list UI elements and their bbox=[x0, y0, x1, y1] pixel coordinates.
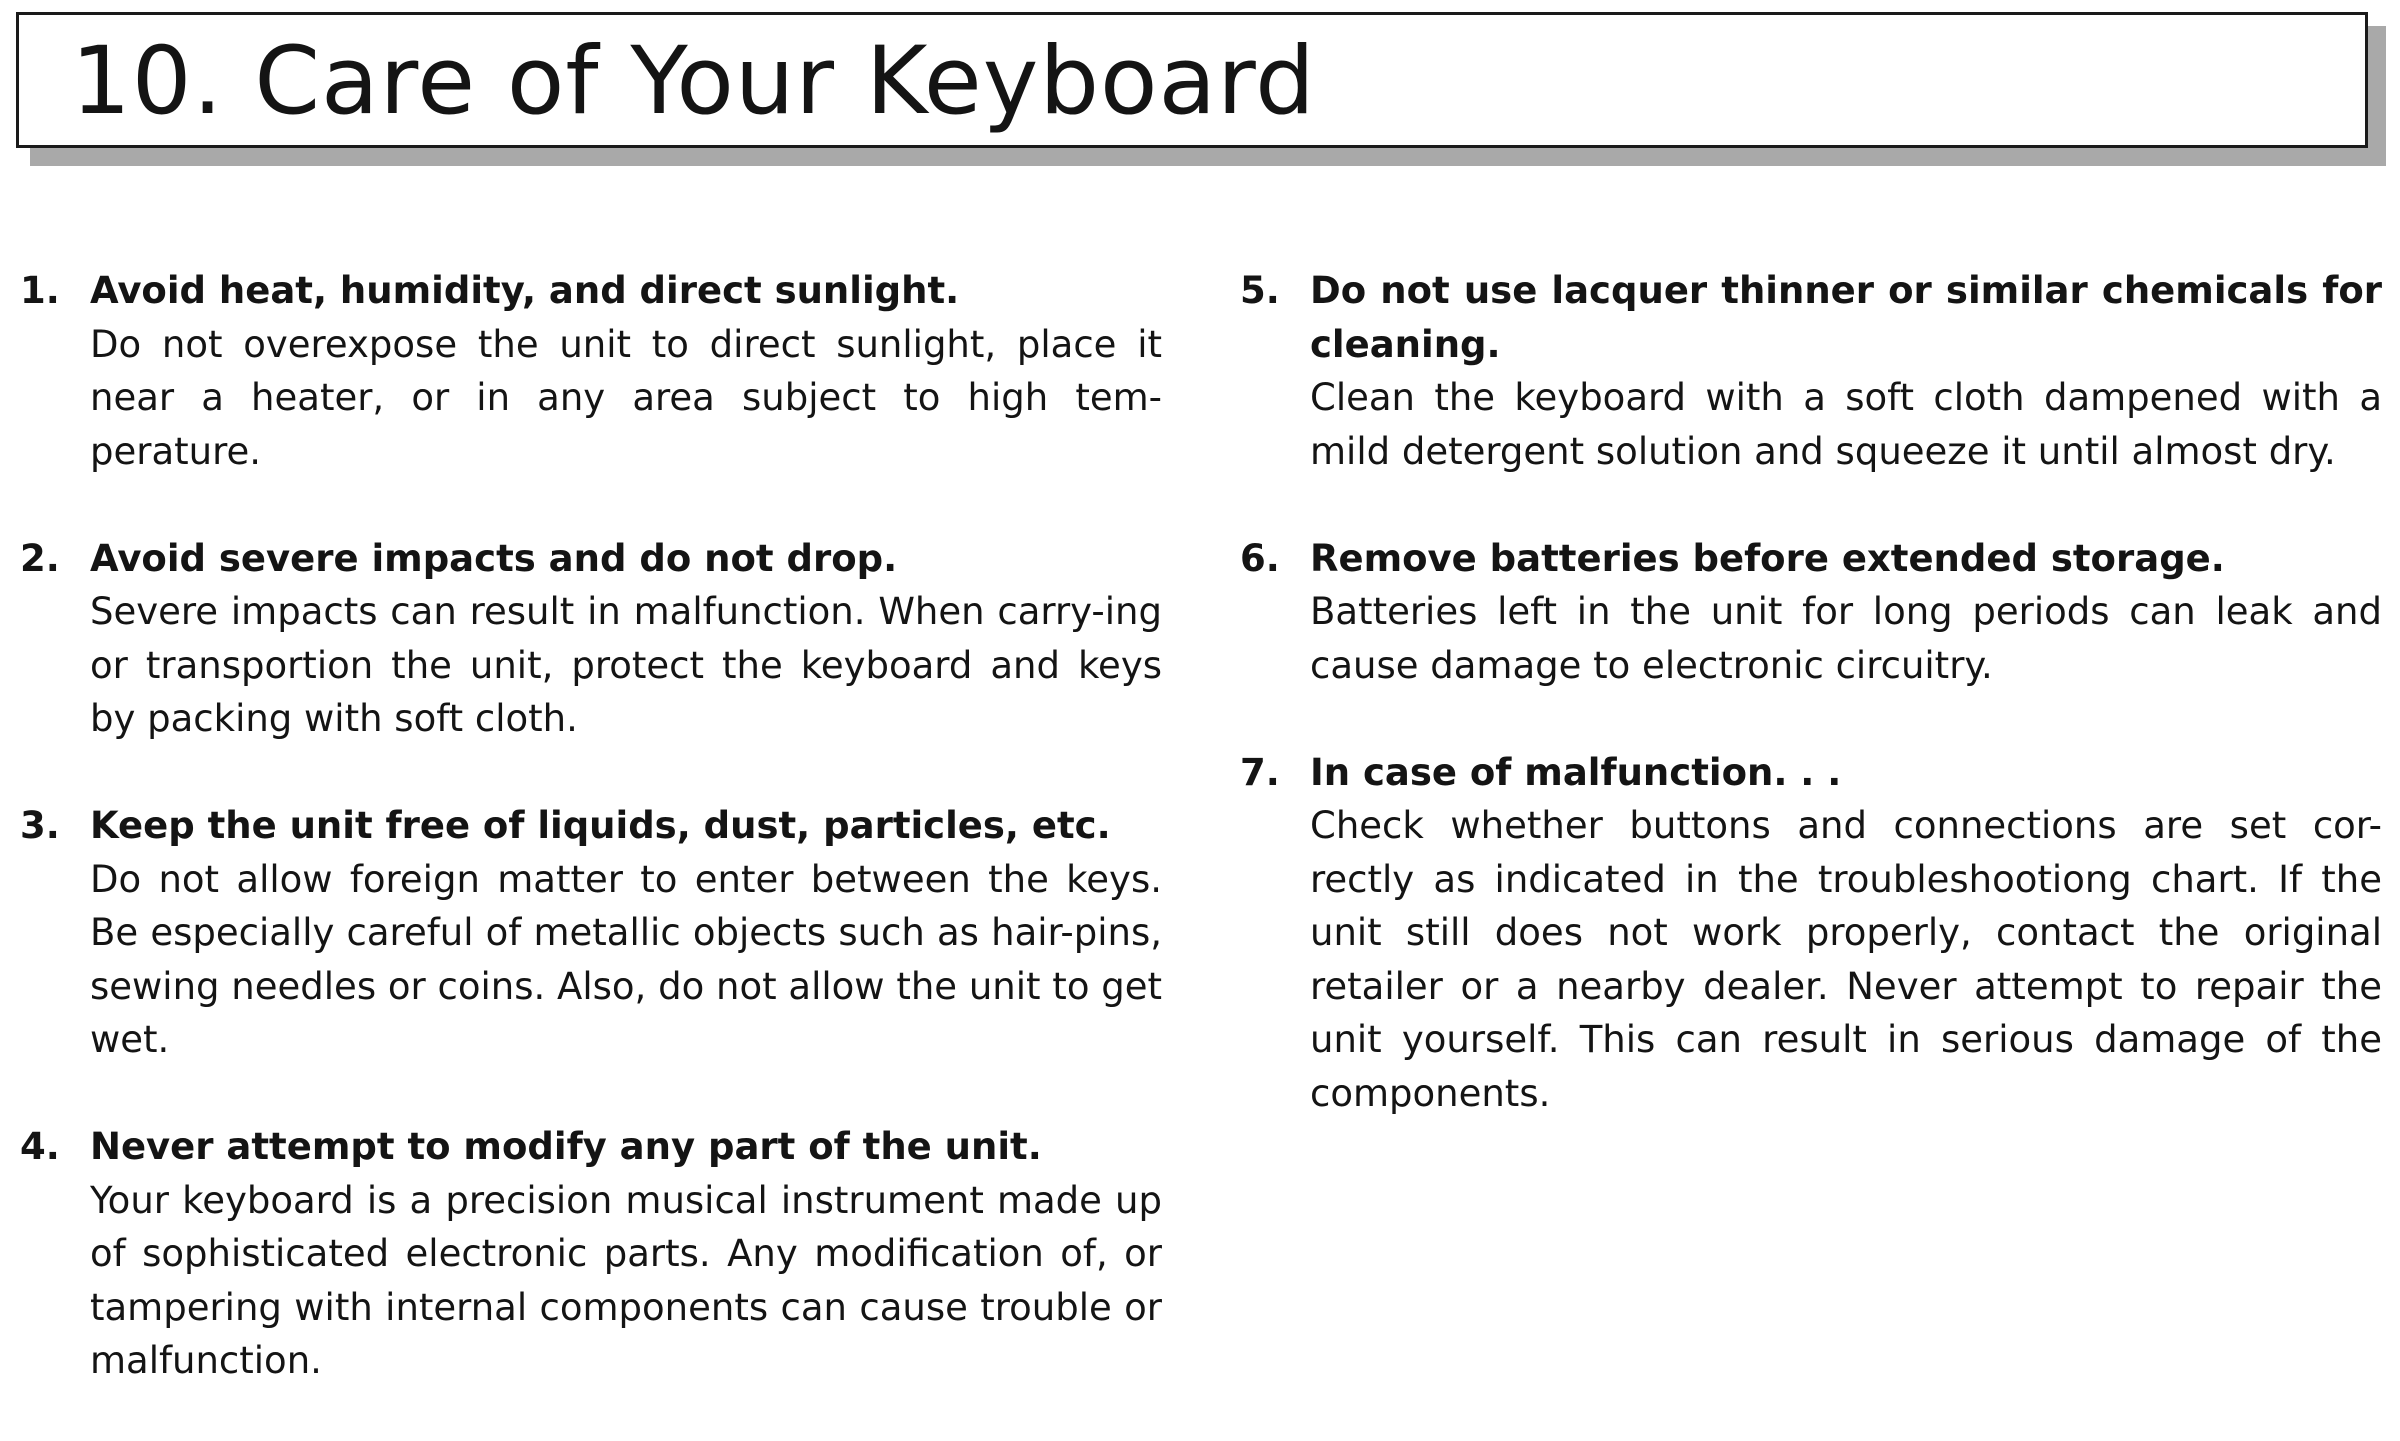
item-heading: Do not use lacquer thinner or similar chemicals for cleaning. bbox=[1310, 269, 2382, 366]
care-item bbox=[1240, 746, 2382, 1121]
care-item bbox=[20, 799, 1162, 1067]
item-number: 5. bbox=[1240, 269, 1280, 312]
item-heading: Avoid severe impacts and do not drop. bbox=[90, 536, 898, 580]
right-column bbox=[1240, 264, 2382, 1174]
item-body: Batteries left in the unit for long periods can leak and cause damage to electronic circuitry. bbox=[1310, 590, 2382, 687]
left-column bbox=[20, 264, 1162, 1441]
title-box bbox=[16, 12, 2368, 148]
item-number: 4. bbox=[20, 1125, 60, 1168]
item-body: Do not overexpose the unit to direct sunlight, place it near a heater, or in any area subject to high tem-perature. bbox=[90, 322, 1162, 473]
item-body: Do not allow foreign matter to enter between the keys. Be especially careful of metallic objects such as hair-pins, sewing needles or coins. Also, do not allow the unit to get wet. bbox=[90, 857, 1162, 1061]
care-item bbox=[1240, 532, 2382, 693]
item-heading: Remove batteries before extended storage. bbox=[1310, 536, 2225, 580]
page-title: 10. Care of Your Keyboard bbox=[71, 27, 1316, 136]
item-body: Your keyboard is a precision musical instrument made up of sophisticated electronic parts. Any modification of, or tampering with internal components can cause trouble or malfunction. bbox=[90, 1178, 1162, 1382]
item-number: 7. bbox=[1240, 750, 1280, 794]
item-number: 2. bbox=[20, 536, 60, 580]
care-item bbox=[1240, 264, 2382, 478]
care-item bbox=[20, 532, 1162, 746]
item-number: 1. bbox=[20, 269, 60, 312]
item-heading: Avoid heat, humidity, and direct sunlight. bbox=[90, 269, 960, 312]
item-body: Clean the keyboard with a soft cloth dampened with a mild detergent solution and squeeze it until almost dry. bbox=[1310, 376, 2382, 473]
item-heading: Never attempt to modify any part of the unit. bbox=[90, 1125, 1042, 1168]
care-item bbox=[20, 264, 1162, 478]
item-heading: In case of malfunction. . . bbox=[1310, 750, 1842, 794]
item-body: Severe impacts can result in malfunction. When carry-ing or transportion the unit, protect the keyboard and keys by packing with soft cloth. bbox=[90, 590, 1162, 740]
item-number: 6. bbox=[1240, 536, 1280, 580]
item-number: 3. bbox=[20, 804, 60, 847]
item-body: Check whether buttons and connections are set cor-rectly as indicated in the troubleshootiong chart. If the unit still does not work properly, contact the original retailer or a nearby dealer. Never attempt to repair the unit yourself. This can result in serious damage of the components. bbox=[1310, 804, 2382, 1115]
item-heading: Keep the unit free of liquids, dust, particles, etc. bbox=[90, 804, 1111, 847]
care-item bbox=[20, 1120, 1162, 1388]
